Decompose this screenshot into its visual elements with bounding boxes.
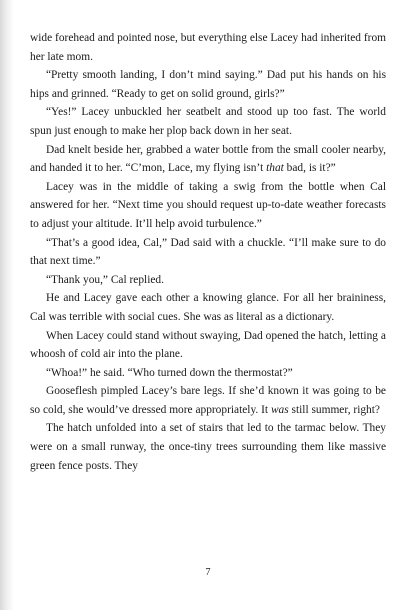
paragraph: “Yes!” Lacey unbuckled her seatbelt and stood up too fast. The world spun just enough to make her plop back down in her seat.: [30, 106, 386, 137]
paragraph: “Whoa!” he said. “Who turned down the thermostat?”: [46, 366, 293, 379]
paragraph: “That’s a good idea, Cal,” Dad said with a chuckle. “I’ll make sure to do that next time.”: [30, 236, 386, 268]
page-gutter-shadow: [0, 0, 14, 610]
paragraph: When Lacey could stand without swaying, Dad opened the hatch, letting a whoosh of cold air into the plane.: [30, 329, 386, 361]
paragraph: wide forehead and pointed nose, but everything else Lacey had inherited from her late mom.: [30, 32, 386, 63]
paragraph: He and Lacey gave each other a knowing glance. For all her braininess, Cal was terrible with social cues. She was as literal as a dictionary.: [30, 292, 386, 323]
paragraph: The hatch unfolded into a set of stairs that led to the tarmac below. They were on a small runway, the once-tiny trees surrounding them like massive green fence posts. They: [30, 422, 386, 472]
page-number: 7: [205, 567, 211, 578]
body-text: [30, 29, 386, 475]
paragraph: “Pretty smooth landing, I don’t mind saying.” Dad put his hands on his hips and grinned. “Ready to get on solid ground, girls?”: [30, 69, 386, 100]
paragraph: “Thank you,” Cal replied.: [46, 273, 164, 286]
paragraph: Gooseflesh pimpled Lacey’s bare legs. If she’d known it was going to be so cold, she would’ve dressed more appropriately. It was still summer, right?: [30, 385, 386, 416]
emphasis: that: [266, 162, 284, 175]
paragraph: Lacey was in the middle of taking a swig from the bottle when Cal answered for her. “Next time you should request up-to-date weather forecasts to adjust your altitude. It’ll help avoid turbulence.”: [30, 180, 386, 230]
paragraph: Dad knelt beside her, grabbed a water bottle from the small cooler nearby, and handed it to her. “C’mon, Lace, my flying isn’t that bad, is it?”: [30, 143, 386, 175]
emphasis: was: [270, 403, 289, 416]
